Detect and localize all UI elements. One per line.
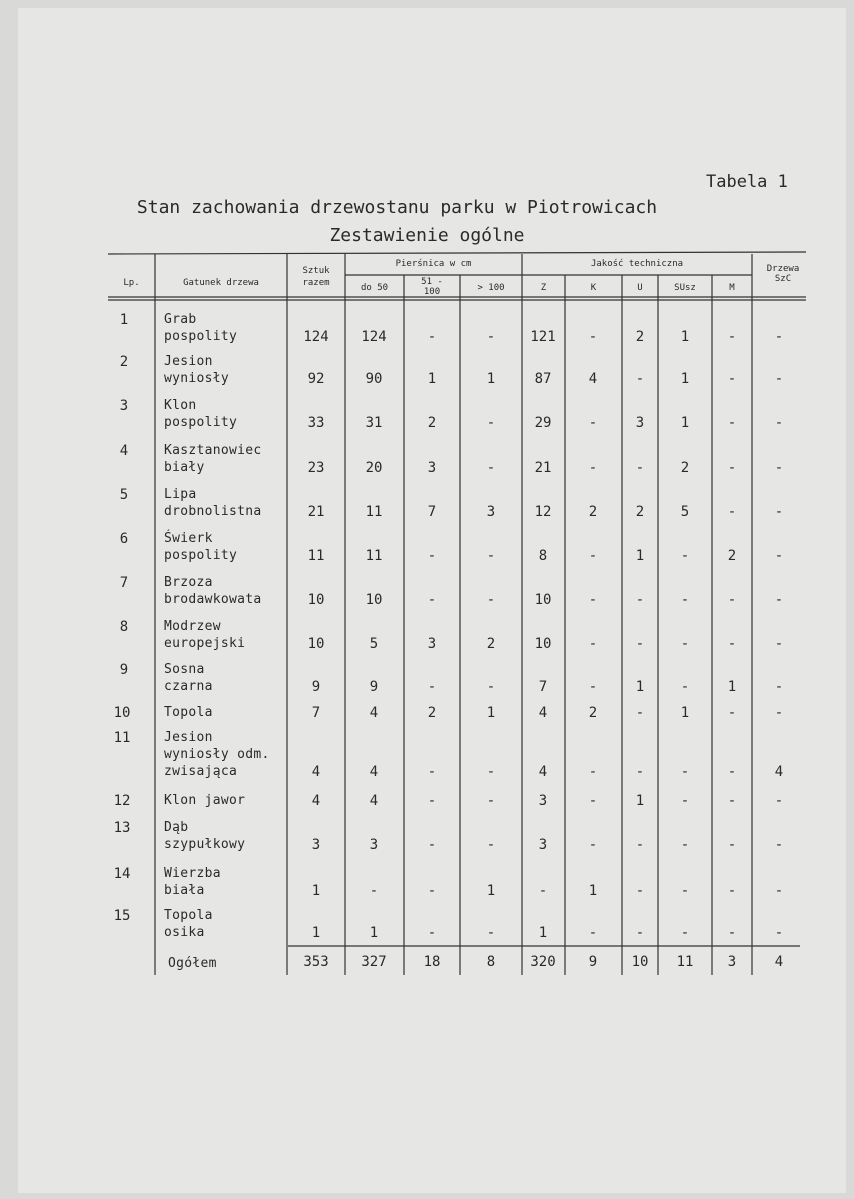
row-value: 23 xyxy=(307,460,325,476)
row-value: - xyxy=(486,837,496,853)
row-value: - xyxy=(774,415,784,431)
row-value: - xyxy=(774,504,784,520)
header-lp: Lp. xyxy=(123,278,140,288)
total-value: 3 xyxy=(727,954,737,970)
row-value: 4 xyxy=(538,705,548,721)
row-value: - xyxy=(427,837,437,853)
row-value: - xyxy=(369,883,379,899)
header-j4: SUsz xyxy=(674,283,696,293)
row-value: - xyxy=(635,592,645,608)
row-value: - xyxy=(588,636,598,652)
row-value: 1 xyxy=(538,925,548,941)
row-value: - xyxy=(635,636,645,652)
row-value: - xyxy=(774,460,784,476)
row-value: 3 xyxy=(311,837,321,853)
row-value: 3 xyxy=(538,793,548,809)
row-lp: 10 xyxy=(113,705,131,721)
row-lp: 4 xyxy=(119,443,129,459)
row-value: - xyxy=(680,793,690,809)
row-value: 3 xyxy=(635,415,645,431)
row-value: - xyxy=(774,548,784,564)
row-value: 11 xyxy=(307,548,325,564)
row-value: 1 xyxy=(486,705,496,721)
row-value: 1 xyxy=(369,925,379,941)
row-value: - xyxy=(727,504,737,520)
row-value: 1 xyxy=(680,329,690,345)
header-razem: razem xyxy=(302,278,330,288)
row-lp: 1 xyxy=(119,312,129,328)
row-value: - xyxy=(588,764,598,780)
row-value: - xyxy=(727,636,737,652)
row-value: - xyxy=(486,925,496,941)
total-value: 11 xyxy=(676,954,694,970)
row-value: - xyxy=(588,592,598,608)
row-value: 1 xyxy=(427,371,437,387)
row-value: 1 xyxy=(727,679,737,695)
row-value: 4 xyxy=(538,764,548,780)
row-value: 4 xyxy=(369,793,379,809)
row-value: 33 xyxy=(307,415,325,431)
row-species-name: Kasztanowiec biały xyxy=(164,443,262,475)
row-value: - xyxy=(486,679,496,695)
row-value: - xyxy=(635,371,645,387)
row-value: - xyxy=(427,793,437,809)
row-value: - xyxy=(727,329,737,345)
row-value: - xyxy=(635,705,645,721)
row-value: 7 xyxy=(311,705,321,721)
row-value: - xyxy=(588,837,598,853)
row-species-name: Topola osika xyxy=(164,908,213,940)
row-species-name: Brzoza brodawkowata xyxy=(164,575,262,607)
row-value: 4 xyxy=(369,705,379,721)
row-value: 1 xyxy=(311,883,321,899)
header-j2: K xyxy=(590,283,597,293)
table-label: Tabela 1 xyxy=(706,172,788,192)
row-value: - xyxy=(680,837,690,853)
total-value: 4 xyxy=(774,954,784,970)
total-value: 9 xyxy=(588,954,598,970)
row-value: - xyxy=(774,329,784,345)
row-value: - xyxy=(635,883,645,899)
row-value: - xyxy=(635,764,645,780)
header-gatunek: Gatunek drzewa xyxy=(183,278,259,288)
total-value: 18 xyxy=(423,954,441,970)
row-value: - xyxy=(588,415,598,431)
row-value: 2 xyxy=(727,548,737,564)
row-value: - xyxy=(427,548,437,564)
header-szc: SzC xyxy=(774,274,792,284)
row-value: - xyxy=(486,592,496,608)
header-jakosc: Jakość techniczna xyxy=(590,259,684,269)
row-value: - xyxy=(774,793,784,809)
row-value: - xyxy=(727,705,737,721)
header-j5: M xyxy=(729,283,735,293)
total-value: 10 xyxy=(631,954,649,970)
row-value: - xyxy=(427,679,437,695)
row-value: - xyxy=(774,705,784,721)
row-value: - xyxy=(727,460,737,476)
row-value: 1 xyxy=(635,679,645,695)
row-species-name: Topola xyxy=(164,705,213,720)
row-value: 2 xyxy=(427,705,437,721)
header-p2-bot: 100 xyxy=(423,287,441,297)
row-value: - xyxy=(588,925,598,941)
row-value: - xyxy=(635,460,645,476)
row-species-name: Jesion wyniosły xyxy=(164,354,230,386)
row-species-name: Grab pospolity xyxy=(164,312,238,344)
row-value: - xyxy=(727,592,737,608)
row-value: 3 xyxy=(427,636,437,652)
row-value: 87 xyxy=(534,371,552,387)
header-j1: Z xyxy=(540,283,547,293)
row-value: 90 xyxy=(365,371,383,387)
row-lp: 8 xyxy=(119,619,129,635)
row-value: 1 xyxy=(680,705,690,721)
row-value: 21 xyxy=(307,504,325,520)
header-p3: > 100 xyxy=(477,283,505,293)
row-value: - xyxy=(588,679,598,695)
row-value: 31 xyxy=(365,415,383,431)
total-value: 320 xyxy=(530,954,556,970)
row-value: 2 xyxy=(486,636,496,652)
row-value: - xyxy=(486,764,496,780)
row-lp: 2 xyxy=(119,354,129,370)
row-lp: 9 xyxy=(119,662,129,678)
row-value: 1 xyxy=(486,883,496,899)
row-value: 10 xyxy=(534,636,552,652)
row-value: - xyxy=(727,371,737,387)
row-value: 5 xyxy=(680,504,690,520)
row-value: 5 xyxy=(369,636,379,652)
row-value: - xyxy=(774,679,784,695)
row-lp: 3 xyxy=(119,398,129,414)
row-species-name: Modrzew europejski xyxy=(164,619,246,651)
row-value: 2 xyxy=(635,504,645,520)
row-value: 121 xyxy=(530,329,556,345)
row-value: 124 xyxy=(361,329,387,345)
row-value: - xyxy=(727,883,737,899)
row-value: 12 xyxy=(534,504,552,520)
total-label: Ogółem xyxy=(168,956,217,971)
row-value: - xyxy=(680,679,690,695)
row-value: 2 xyxy=(427,415,437,431)
total-value: 353 xyxy=(303,954,329,970)
row-value: - xyxy=(727,793,737,809)
row-value: 8 xyxy=(538,548,548,564)
row-value: - xyxy=(588,793,598,809)
row-value: 10 xyxy=(307,636,325,652)
row-value: 3 xyxy=(538,837,548,853)
row-value: - xyxy=(427,592,437,608)
row-value: 3 xyxy=(369,837,379,853)
row-value: 20 xyxy=(365,460,383,476)
row-lp: 11 xyxy=(113,730,131,746)
row-value: - xyxy=(427,925,437,941)
row-value: 4 xyxy=(311,793,321,809)
row-species-name: Jesion wyniosły odm. zwisająca xyxy=(164,730,270,779)
row-value: - xyxy=(774,837,784,853)
row-species-name: Klon jawor xyxy=(164,793,246,808)
table-subtitle: Zestawienie ogólne xyxy=(329,225,525,246)
row-value: 10 xyxy=(534,592,552,608)
row-lp: 15 xyxy=(113,908,131,924)
row-value: 21 xyxy=(534,460,552,476)
row-value: 1 xyxy=(635,548,645,564)
row-value: 2 xyxy=(635,329,645,345)
row-value: - xyxy=(486,329,496,345)
row-value: 11 xyxy=(365,548,383,564)
row-value: 9 xyxy=(369,679,379,695)
row-value: - xyxy=(680,636,690,652)
row-species-name: Świerk pospolity xyxy=(164,531,238,563)
row-value: 11 xyxy=(365,504,383,520)
row-value: - xyxy=(727,764,737,780)
header-sztuk: Sztuk xyxy=(302,266,330,276)
row-species-name: Klon pospolity xyxy=(164,398,238,430)
row-value: - xyxy=(486,415,496,431)
row-value: - xyxy=(774,371,784,387)
row-value: 4 xyxy=(774,764,784,780)
row-value: - xyxy=(727,837,737,853)
row-value: - xyxy=(538,883,548,899)
header-p2-top: 51 - xyxy=(421,277,443,287)
row-species-name: Lipa drobnolistna xyxy=(164,487,262,519)
row-value: - xyxy=(486,548,496,564)
row-value: 7 xyxy=(538,679,548,695)
row-value: 92 xyxy=(307,371,325,387)
row-value: - xyxy=(427,883,437,899)
row-species-name: Wierzba biała xyxy=(164,866,221,898)
header-piersnica: Pierśnica w cm xyxy=(395,259,472,269)
row-value: 10 xyxy=(365,592,383,608)
row-value: 1 xyxy=(635,793,645,809)
row-value: - xyxy=(774,592,784,608)
row-value: - xyxy=(727,925,737,941)
row-value: 4 xyxy=(369,764,379,780)
row-value: - xyxy=(427,764,437,780)
header-j3: U xyxy=(637,283,643,293)
row-lp: 7 xyxy=(119,575,129,591)
row-value: - xyxy=(680,548,690,564)
row-value: - xyxy=(588,329,598,345)
row-value: - xyxy=(486,793,496,809)
row-lp: 5 xyxy=(119,487,129,503)
header-p1: do 50 xyxy=(360,283,389,293)
row-value: - xyxy=(680,764,690,780)
row-value: 29 xyxy=(534,415,552,431)
row-species-name: Dąb szypułkowy xyxy=(164,820,246,852)
row-value: - xyxy=(588,460,598,476)
row-value: - xyxy=(680,925,690,941)
table-title: Stan zachowania drzewostanu parku w Piotrowicach xyxy=(136,197,658,218)
row-species-name: Sosna czarna xyxy=(164,662,213,694)
row-value: 7 xyxy=(427,504,437,520)
row-value: - xyxy=(680,883,690,899)
row-value: - xyxy=(774,925,784,941)
row-value: - xyxy=(774,883,784,899)
row-value: 2 xyxy=(680,460,690,476)
row-value: - xyxy=(427,329,437,345)
row-value: 3 xyxy=(427,460,437,476)
row-lp: 12 xyxy=(113,793,131,809)
row-value: 4 xyxy=(588,371,598,387)
row-value: - xyxy=(486,460,496,476)
row-lp: 14 xyxy=(113,866,131,882)
row-value: - xyxy=(727,415,737,431)
row-value: 2 xyxy=(588,504,598,520)
row-value: 3 xyxy=(486,504,496,520)
row-value: 1 xyxy=(588,883,598,899)
row-lp: 13 xyxy=(113,820,131,836)
row-value: - xyxy=(635,925,645,941)
row-value: 1 xyxy=(486,371,496,387)
row-value: 9 xyxy=(311,679,321,695)
row-value: - xyxy=(635,837,645,853)
row-value: - xyxy=(680,592,690,608)
header-drzewa: Drzewa xyxy=(766,264,800,274)
row-value: 4 xyxy=(311,764,321,780)
row-value: 2 xyxy=(588,705,598,721)
row-lp: 6 xyxy=(119,531,129,547)
total-value: 327 xyxy=(361,954,387,970)
row-value: - xyxy=(588,548,598,564)
row-value: 1 xyxy=(311,925,321,941)
row-value: 1 xyxy=(680,415,690,431)
row-value: 1 xyxy=(680,371,690,387)
row-value: 124 xyxy=(303,329,329,345)
row-value: 10 xyxy=(307,592,325,608)
total-value: 8 xyxy=(486,954,496,970)
row-value: - xyxy=(774,636,784,652)
